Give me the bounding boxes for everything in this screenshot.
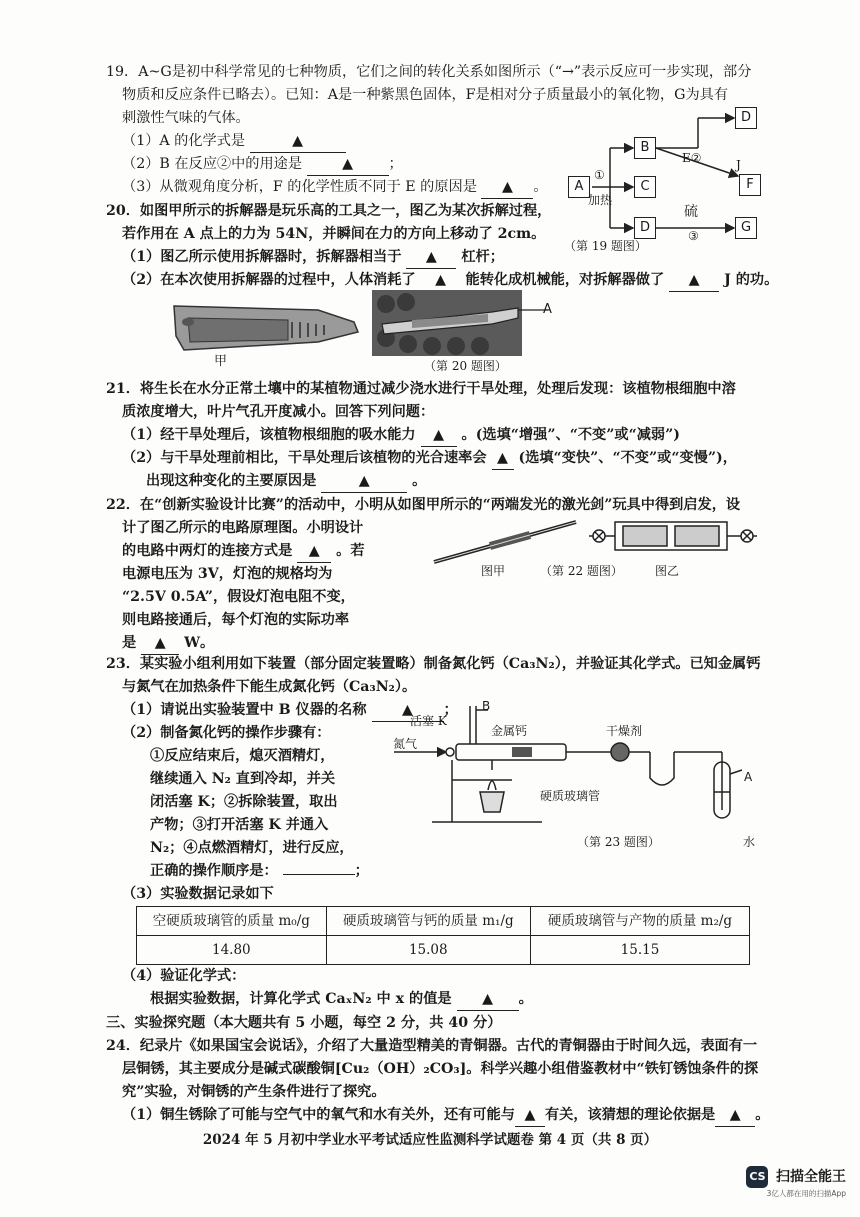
- answer-blank: [421, 270, 461, 292]
- node-c: C: [634, 176, 656, 198]
- q21-line-2: 质浓度增大，叶片气孔开度减小。回答下列问题：: [122, 404, 435, 420]
- q22-line-3-text: 的电路中两灯的连接方式是: [122, 543, 293, 559]
- q21-sub-3-text: 出现这种变化的主要原因是: [146, 473, 317, 489]
- q21-sub-3: [146, 471, 426, 493]
- q22-line-2: 计了图乙所示的电路原理图。小明设计: [122, 520, 364, 536]
- q19-diagram: [558, 104, 780, 254]
- node-f: F: [739, 174, 761, 196]
- q23-op-2: 继续通入 N₂ 直到冷却，并关: [150, 771, 336, 787]
- q24-sub-1-text: （1）铜生锈除了可能与空气中的氧气和水有关外，还有可能与: [122, 1107, 515, 1123]
- node-g: G: [735, 217, 757, 239]
- q21-sub-2: [122, 448, 737, 470]
- brick-separator-image: [168, 296, 368, 356]
- q19-sub-1: [122, 131, 346, 153]
- blank-mark: ▲: [688, 272, 700, 288]
- label-calcium: 金属钙: [491, 724, 528, 738]
- blank-mark: ▲: [425, 249, 437, 265]
- q24-line-2: 层铜锈，其主要成分是碱式碳酸铜[Cu₂（OH）₂CO₃]。科学兴趣小组借鉴教材中“铁钉锈蚀条件的探: [122, 1061, 759, 1077]
- q23-sub-4-calc-text: 根据实验数据，计算化学式 CaₓN₂ 中 x 的值是: [150, 991, 452, 1007]
- blank-mark: ▲: [154, 635, 166, 651]
- answer-blank: [321, 471, 407, 493]
- blank-mark: ▲: [308, 543, 320, 559]
- apparatus-diagram: [392, 700, 772, 835]
- answer-blank: [515, 1105, 545, 1127]
- table-cell: 15.08: [326, 936, 530, 965]
- table-header-cell: 空硬质玻璃管的质量 m₀/g: [137, 907, 327, 936]
- q22-line-3-tail: 。若: [336, 543, 365, 559]
- label-a-23: A: [744, 770, 753, 784]
- q24-sub-1-mid: 有关，该猜想的理论依据是: [544, 1107, 716, 1123]
- blank-mark: ▲: [358, 473, 370, 489]
- answer-blank: [307, 154, 389, 176]
- q21-sub-1-text: （1）经干旱处理后，该植物根细胞的吸水能力: [122, 427, 416, 443]
- label-water: 水: [743, 835, 756, 849]
- blank-mark: ▲: [497, 450, 508, 466]
- q20-sub-2-tail: J 的功。: [724, 272, 779, 288]
- answer-blank: [715, 1105, 755, 1127]
- node-d-lower: D: [634, 217, 656, 239]
- q23-op-3: 闭活塞 K；②拆除装置，取出: [150, 794, 338, 810]
- q20-line-1: 20．如图甲所示的拆解器是玩乐高的工具之一，图乙为某次拆解过程，: [106, 203, 552, 219]
- q20-sub-1-tail: 杠杆；: [461, 249, 504, 265]
- scanner-logo: CS: [746, 1166, 768, 1188]
- q22-line-7: [122, 633, 214, 655]
- q20-sub-1-text: （1）图乙所示使用拆解器时，拆解器相当于: [122, 249, 402, 265]
- q19-caption: （第 19 题图）: [564, 239, 647, 253]
- answer-blank: [283, 874, 355, 875]
- fig-label-yi: 图乙: [655, 564, 680, 578]
- q23-line-2: 与氮气在加热条件下能生成氮化钙（Ca₃N₂）。: [122, 679, 417, 695]
- blank-mark: ▲: [402, 702, 413, 718]
- node-a: A: [568, 176, 590, 198]
- label-b: B: [482, 699, 491, 713]
- answer-blank: [492, 448, 514, 470]
- q21-sub-1-tail: 。(选填“增强”、“不变”或“减弱”): [461, 427, 680, 443]
- label-valve-k: 活塞 K: [410, 714, 447, 728]
- label-desiccant: 干燥剂: [606, 724, 643, 738]
- table-header-row: [137, 907, 750, 936]
- table-cell: 14.80: [137, 936, 327, 965]
- q23-caption: （第 23 题图）: [577, 835, 660, 849]
- q20-line-2: 若作用在 A 点上的力为 54N，并瞬间在力的方向上移动了 2cm。: [122, 226, 546, 242]
- q19-sub-1-text: （1）A 的化学式是: [122, 133, 246, 149]
- blank-mark: ▲: [433, 427, 445, 443]
- apparatus-drawing: [392, 700, 772, 835]
- table-header-cell: 硬质玻璃管与产物的质量 m₂/g: [530, 907, 749, 936]
- q23-sub-2: （2）制备氮化钙的操作步骤有：: [122, 725, 331, 741]
- q24-line-3-text: 究”实验，对铜锈的产生条件进行了探究。: [122, 1084, 386, 1100]
- circuit-diagram: [585, 512, 761, 560]
- q22-line-7-text: 是: [122, 635, 137, 651]
- scanner-watermark: [746, 1166, 846, 1200]
- q21-sub-2-text: （2）与干旱处理前相比，干旱处理后该植物的光合速率会: [122, 450, 487, 466]
- q19-sub-3: （3）从微观角度分析，F 的化学性质不同于 E 的原因是 ▲ 。: [122, 177, 548, 199]
- q23-sub-4-calc: 根据实验数据，计算化学式 CaₓN₂ 中 x 的值是 ▲ 。: [150, 989, 533, 1011]
- q19-sub-2-text: （2）B 在反应②中的用途是: [122, 156, 303, 172]
- q23-sub-3: （3）实验数据记录如下: [122, 886, 274, 902]
- scanner-app-name: 扫描全能王: [776, 1168, 846, 1185]
- blank-mark: ▲: [524, 1107, 536, 1123]
- q19-line-2: 物质和反应条件已略去）。已知：A是一种紫黑色固体，F是相对分子质量最小的氧化物，G为具有: [122, 87, 729, 103]
- label-nitrogen: 氮气: [393, 737, 418, 751]
- table-row: [137, 936, 750, 965]
- q24-sub-1: [122, 1105, 769, 1127]
- fig-label-jia: 甲: [214, 354, 228, 369]
- q24-sub-1-tail: 。: [755, 1107, 770, 1123]
- table-cell: 15.15: [530, 936, 749, 965]
- q23-op-1: ①反应结束后，熄灭酒精灯，: [150, 748, 335, 764]
- answer-blank: [250, 131, 346, 153]
- q23-op-6-text: 正确的操作顺序是：: [150, 863, 278, 879]
- q20-sub-2-mid: 能转化成机械能，对拆解器做了: [465, 272, 665, 288]
- label-e2: E②: [682, 151, 702, 165]
- scanner-tagline: 3亿人都在用的扫描App: [766, 1189, 846, 1199]
- q21-line-1: 21．将生长在水分正常土壤中的某植物通过减少浇水进行干旱处理，处理后发现：该植物根细胞中溶: [106, 381, 736, 397]
- q22-line-4: 电源电压为 3V，灯泡的规格均为: [122, 566, 333, 582]
- q20-caption: （第 20 题图）: [424, 359, 507, 373]
- label-reaction-3: ③: [688, 229, 699, 243]
- label-reaction-1: ①: [594, 168, 605, 182]
- q23-sub-4: （4）验证化学式：: [122, 968, 246, 984]
- circuit-drawing: [585, 512, 761, 560]
- q22-line-3: [122, 541, 365, 563]
- q23-sub-1: （1）请说出实验装置中 B 仪器的名称 ▲ ；: [122, 700, 458, 722]
- label-heat: 加热: [588, 193, 613, 207]
- mass-data-table: [136, 906, 750, 965]
- brick-separator-drawing: [168, 296, 368, 356]
- answer-blank: [481, 177, 533, 199]
- node-b: B: [634, 137, 656, 159]
- q22-line-1: 22．在“创新实验设计比赛”的活动中，小明从如图甲所示的“两端发光的激光剑”玩具中得到启发，设: [106, 497, 741, 513]
- q22-line-6: 则电路接通后，每个灯泡的实际功率: [122, 612, 350, 628]
- blank-mark: ▲: [342, 156, 353, 172]
- q23-op-6: 正确的操作顺序是： ；: [150, 863, 369, 879]
- label-glass-tube: 硬质玻璃管: [540, 789, 601, 803]
- q19-line-3: 刺激性气味的气体。: [122, 110, 250, 126]
- q20-sub-2-text: （2）在本次使用拆解器的过程中，人体消耗了: [122, 272, 416, 288]
- q23-op-4: 产物；③打开活塞 K 并通入: [150, 817, 329, 833]
- node-d-upper: D: [735, 107, 757, 129]
- q24-line-3: [122, 1082, 386, 1103]
- q21-sub-3-tail: 。: [412, 473, 427, 489]
- fig-label-jia-22: 图甲: [481, 564, 506, 578]
- q20-sub-2: [122, 270, 778, 292]
- blank-mark: ▲: [482, 991, 494, 1007]
- laser-sword-image: [430, 516, 580, 566]
- q23-sub-1-text: （1）请说出实验装置中 B 仪器的名称: [122, 702, 367, 718]
- table-header-cell: 硬质玻璃管与钙的质量 m₁/g: [326, 907, 530, 936]
- answer-blank: [141, 633, 179, 655]
- q22-caption: （第 22 题图）: [540, 564, 623, 578]
- q22-line-5: “2.5V 0.5A”，假设灯泡电阻不变，: [122, 589, 355, 605]
- q24-line-1: 24．纪录片《如果国宝会说话》，介绍了大量造型精美的青铜器。古代的青铜器由于时间久远，表面有一: [106, 1038, 758, 1054]
- q19-line-1: 19．A~G是初中科学常见的七种物质，它们之间的转化关系如图所示（“→”表示反应可一步实现，部分: [106, 64, 752, 80]
- answer-blank: [406, 247, 456, 269]
- label-j: J: [736, 158, 741, 172]
- label-point-a: A: [543, 302, 552, 317]
- q19-sub-3-text: （3）从微观角度分析，F 的化学性质不同于 E 的原因是: [122, 179, 477, 195]
- label-sulfur: 硫: [684, 204, 698, 220]
- disassembly-photo-drawing: [372, 290, 552, 356]
- section-three-heading: 三、实验探究题（本大题共有 5 小题，每空 2 分，共 40 分）: [106, 1015, 502, 1031]
- blank-mark: ▲: [435, 272, 447, 288]
- q23-line-1: 23．某实验小组利用如下装置（部分固定装置略）制备氮化钙（Ca₃N₂），并验证其化学式。已知金属钙: [106, 656, 761, 672]
- q21-sub-2-tail: (选填“变快”、“不变”或“变慢”)，: [518, 450, 737, 466]
- laser-sword-drawing: [430, 516, 580, 566]
- disassembly-photo: [372, 290, 552, 356]
- q19-sub-2: （2）B 在反应②中的用途是 ▲ ；: [122, 154, 403, 176]
- answer-blank: [457, 989, 519, 1011]
- page-footer: 2024 年 5 月初中学业水平考试适应性监测科学试题卷 第 4 页（共 8 页）: [202, 1132, 658, 1148]
- blank-mark: ▲: [729, 1107, 741, 1123]
- blank-mark: ▲: [292, 133, 304, 149]
- q23-op-5: N₂；④点燃酒精灯，进行反应，: [150, 840, 354, 856]
- blank-mark: ▲: [501, 179, 513, 195]
- q20-sub-1: [122, 247, 504, 269]
- answer-blank: [297, 541, 331, 563]
- answer-blank: [669, 270, 719, 292]
- answer-blank: [421, 425, 457, 447]
- q21-sub-1: [122, 425, 680, 447]
- q22-line-7-tail: W。: [184, 635, 215, 651]
